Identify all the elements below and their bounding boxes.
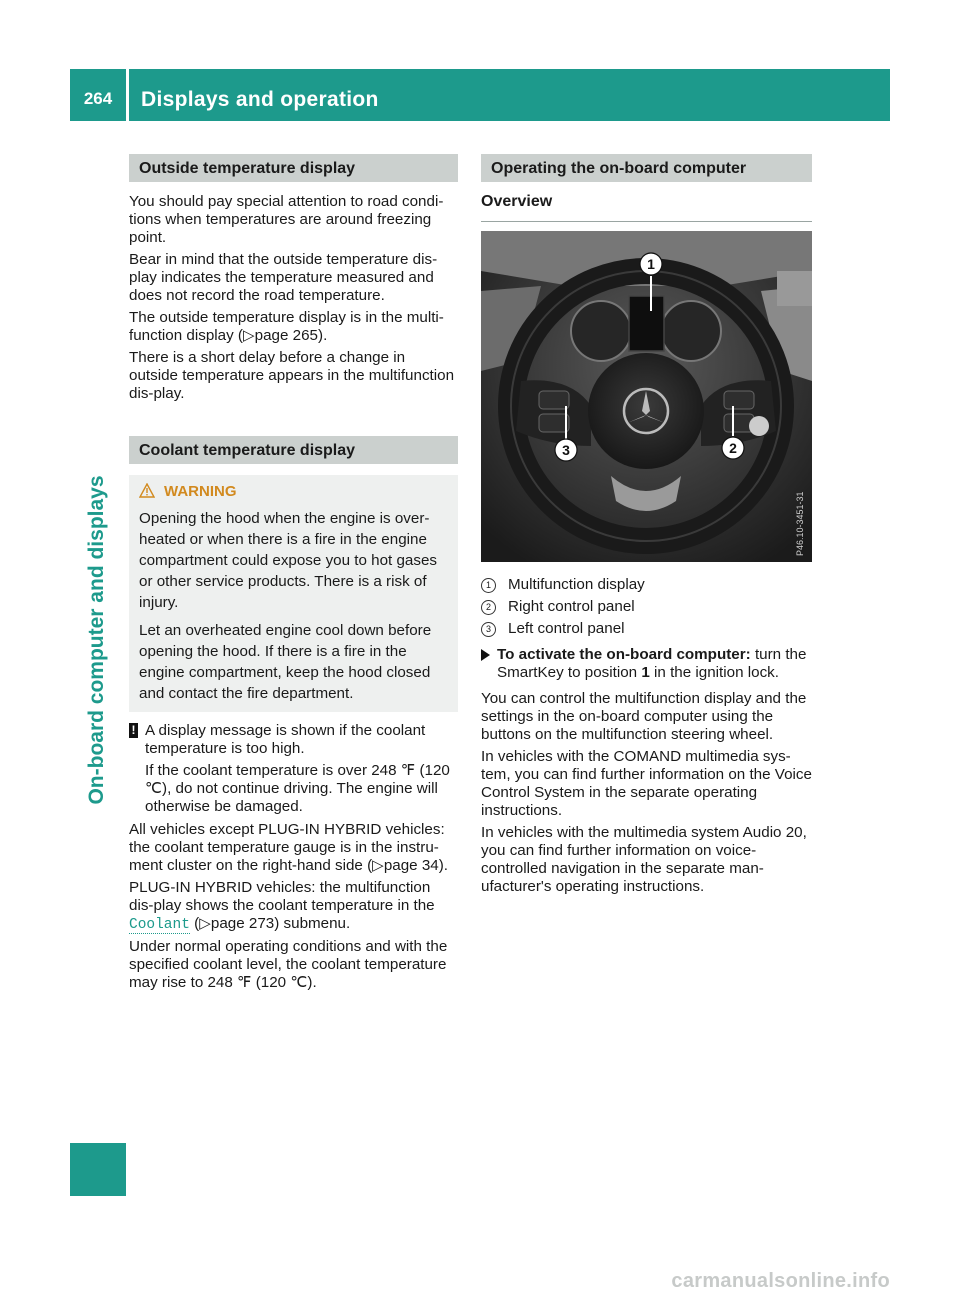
warning-p1: Opening the hood when the engine is over-heated or when there is a fire in the engine compartment could expose you to hot gases or other service products. There is a risk of injury. bbox=[139, 510, 438, 611]
section-heading-outside-temp: Outside temperature display bbox=[129, 154, 458, 182]
instruction-step: To activate the on-board computer: turn the SmartKey to position 1 in the ignition lock. bbox=[481, 646, 812, 682]
page-ref-265[interactable]: page 265 bbox=[254, 327, 319, 344]
legend-item bbox=[481, 598, 812, 616]
callout-2-icon bbox=[722, 437, 744, 459]
watermark: carmanualsonline.info bbox=[671, 1270, 890, 1292]
right-p1: You can control the multifunction display and the settings in the on-board computer using the buttons on the multifunction steering wheel. bbox=[481, 690, 807, 743]
ignition-position: 1 bbox=[641, 664, 650, 681]
header-divider bbox=[126, 69, 129, 121]
figure-code: P46.10-3451-31 bbox=[795, 491, 805, 556]
subheading-overview: Overview bbox=[481, 193, 812, 222]
outside-p4: There is a short delay before a change in outside temperature appears in the multifunction dis-play. bbox=[129, 349, 455, 402]
page-ref-arrow-icon: ▷ bbox=[242, 327, 255, 344]
svg-text:1: 1 bbox=[647, 256, 655, 272]
note-p1: A display message is shown if the coolant temperature is too high. bbox=[145, 722, 426, 757]
warning-triangle-icon bbox=[139, 483, 155, 498]
outside-p1: You should pay special attention to road condi-tions when temperatures are around freezing point. bbox=[129, 193, 444, 246]
right-p3: In vehicles with the multimedia system Audio 20, you can find further information on voice-controlled navigation in the separate man-ufacturer's operating instructions. bbox=[481, 824, 807, 895]
figure-legend bbox=[481, 576, 812, 638]
legend-number: 1 bbox=[481, 578, 496, 593]
coolant-p1: All vehicles except PLUG-IN HYBRID vehicles: the coolant temperature gauge is in the instru-ment cluster on the right-hand side (▷page 34). bbox=[129, 821, 449, 874]
menu-item-coolant[interactable]: Coolant bbox=[129, 917, 190, 933]
right-p2: In vehicles with the COMAND multimedia sys-tem, you can find further information on the Voice Control System in the separate operating instructions. bbox=[481, 748, 812, 819]
page-ref-arrow-icon: ▷ bbox=[372, 857, 384, 874]
note-p2: If the coolant temperature is over 248 ℉ (120 ℃), do not continue driving. The engine will otherwise be damaged. bbox=[145, 762, 450, 815]
legend-number: 2 bbox=[481, 600, 496, 615]
page-ref-273[interactable]: page 273 bbox=[210, 915, 275, 932]
warning-p2: Let an overheated engine cool down before opening the hood. If there is a fire in the engine compartment, keep the hood closed and contact the fire department. bbox=[139, 622, 432, 702]
svg-text:2: 2 bbox=[729, 440, 737, 456]
page-title: Displays and operation bbox=[141, 88, 379, 111]
left-column bbox=[129, 154, 458, 996]
warning-title: WARNING bbox=[139, 481, 448, 502]
legend-label: Right control panel bbox=[508, 598, 635, 615]
svg-text:3: 3 bbox=[562, 442, 570, 458]
legend-item bbox=[481, 576, 812, 594]
callout-3-icon bbox=[555, 439, 577, 461]
section-heading-coolant-temp: Coolant temperature display bbox=[129, 436, 458, 464]
chapter-title: On-board computer and displays bbox=[85, 475, 108, 805]
note-block bbox=[129, 722, 458, 816]
outside-p3: The outside temperature display is in the multi-function display (▷page 265). bbox=[129, 309, 444, 344]
steering-wheel-figure bbox=[481, 231, 812, 562]
step-title: To activate the on-board computer: bbox=[497, 646, 751, 663]
legend-number: 3 bbox=[481, 622, 496, 637]
page-number: 264 bbox=[83, 89, 113, 108]
steering-wheel-illustration bbox=[481, 231, 812, 562]
page-ref-34[interactable]: page 34 bbox=[383, 857, 439, 874]
page-ref-arrow-icon: ▷ bbox=[199, 915, 211, 932]
outside-p2: Bear in mind that the outside temperature dis-play indicates the temperature measured and does not record the road temperature. bbox=[129, 251, 438, 304]
exclamation-icon: ! bbox=[129, 723, 138, 738]
step-arrow-icon bbox=[481, 649, 490, 661]
chapter-tab-marker bbox=[70, 1143, 126, 1196]
warning-box bbox=[129, 475, 458, 712]
legend-item bbox=[481, 620, 812, 638]
legend-label: Multifunction display bbox=[508, 576, 645, 593]
right-column bbox=[481, 154, 812, 900]
callout-1-icon bbox=[640, 253, 662, 275]
coolant-p3: Under normal operating conditions and with the specified coolant level, the coolant temperature may rise to 248 ℉ (120 ℃). bbox=[129, 938, 448, 991]
coolant-p2: PLUG-IN HYBRID vehicles: the multifunction dis-play shows the coolant temperature in the Coolant (▷page 273) submenu. bbox=[129, 879, 435, 933]
legend-label: Left control panel bbox=[508, 620, 625, 637]
section-heading-onboard-computer: Operating the on-board computer bbox=[481, 154, 812, 182]
